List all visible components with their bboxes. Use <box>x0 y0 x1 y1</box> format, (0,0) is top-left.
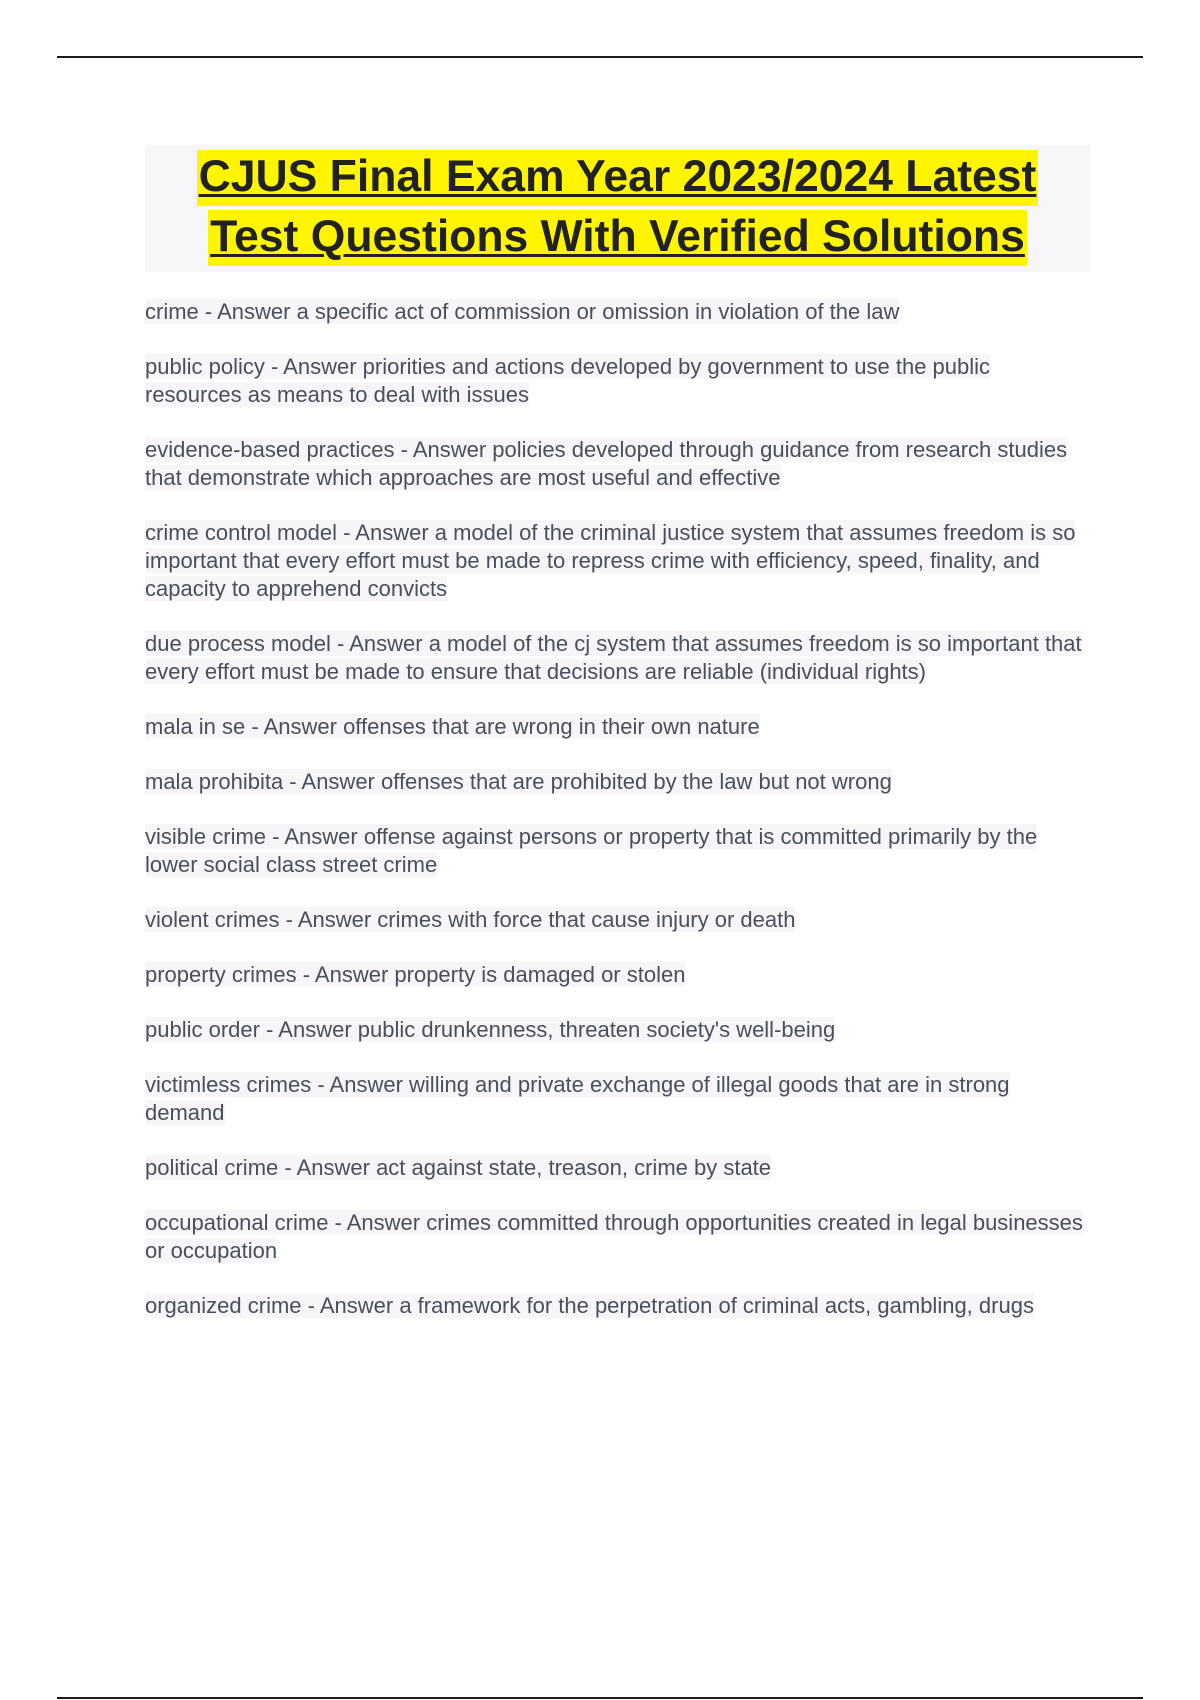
qa-entry-organized-crime: organized crime - Answer a framework for the perpetration of criminal acts, gambling, drugs <box>145 1293 1034 1318</box>
qa-entry-occupational-crime: occupational crime - Answer crimes committed through opportunities created in legal businesses or occupation <box>145 1210 1083 1263</box>
qa-entry-mala-prohibita: mala prohibita - Answer offenses that are prohibited by the law but not wrong <box>145 769 892 794</box>
header-rule <box>57 56 1143 58</box>
document-body <box>145 145 1090 1347</box>
qa-entry-mala-in-se: mala in se - Answer offenses that are wrong in their own nature <box>145 714 760 739</box>
qa-entry-crime-control-model: crime control model - Answer a model of the criminal justice system that assumes freedom is so important that every effort must be made to repress crime with efficiency, speed, finality, and capacity to apprehend convicts <box>145 520 1076 601</box>
qa-entry-political-crime: political crime - Answer act against state, treason, crime by state <box>145 1155 772 1180</box>
qa-entry-public-order: public order - Answer public drunkenness, threaten society's well-being <box>145 1017 836 1042</box>
qa-entry-visible-crime: visible crime - Answer offense against persons or property that is committed primarily by the lower social class street crime <box>145 824 1038 877</box>
qa-entry-due-process-model: due process model - Answer a model of the cj system that assumes freedom is so important that every effort must be made to ensure that decisions are reliable (individual rights) <box>145 631 1082 684</box>
document-title <box>145 145 1090 272</box>
qa-entry-crime: crime - Answer a specific act of commission or omission in violation of the law <box>145 299 900 324</box>
title-line-2: Test Questions With Verified Solutions <box>208 210 1027 266</box>
qa-entry-violent-crimes: violent crimes - Answer crimes with force that cause injury or death <box>145 907 796 932</box>
qa-entry-evidence-based-practices: evidence-based practices - Answer policies developed through guidance from research studies that demonstrate which approaches are most useful and effective <box>145 437 1068 490</box>
qa-entry-victimless-crimes: victimless crimes - Answer willing and private exchange of illegal goods that are in strong demand <box>145 1072 1010 1125</box>
footer-rule <box>57 1697 1143 1699</box>
qa-entry-property-crimes: property crimes - Answer property is damaged or stolen <box>145 962 686 987</box>
title-line-1: CJUS Final Exam Year 2023/2024 Latest <box>197 150 1039 206</box>
qa-entry-public-policy: public policy - Answer priorities and actions developed by government to use the public resources as means to deal with issues <box>145 354 991 407</box>
qa-list <box>145 298 1090 1320</box>
